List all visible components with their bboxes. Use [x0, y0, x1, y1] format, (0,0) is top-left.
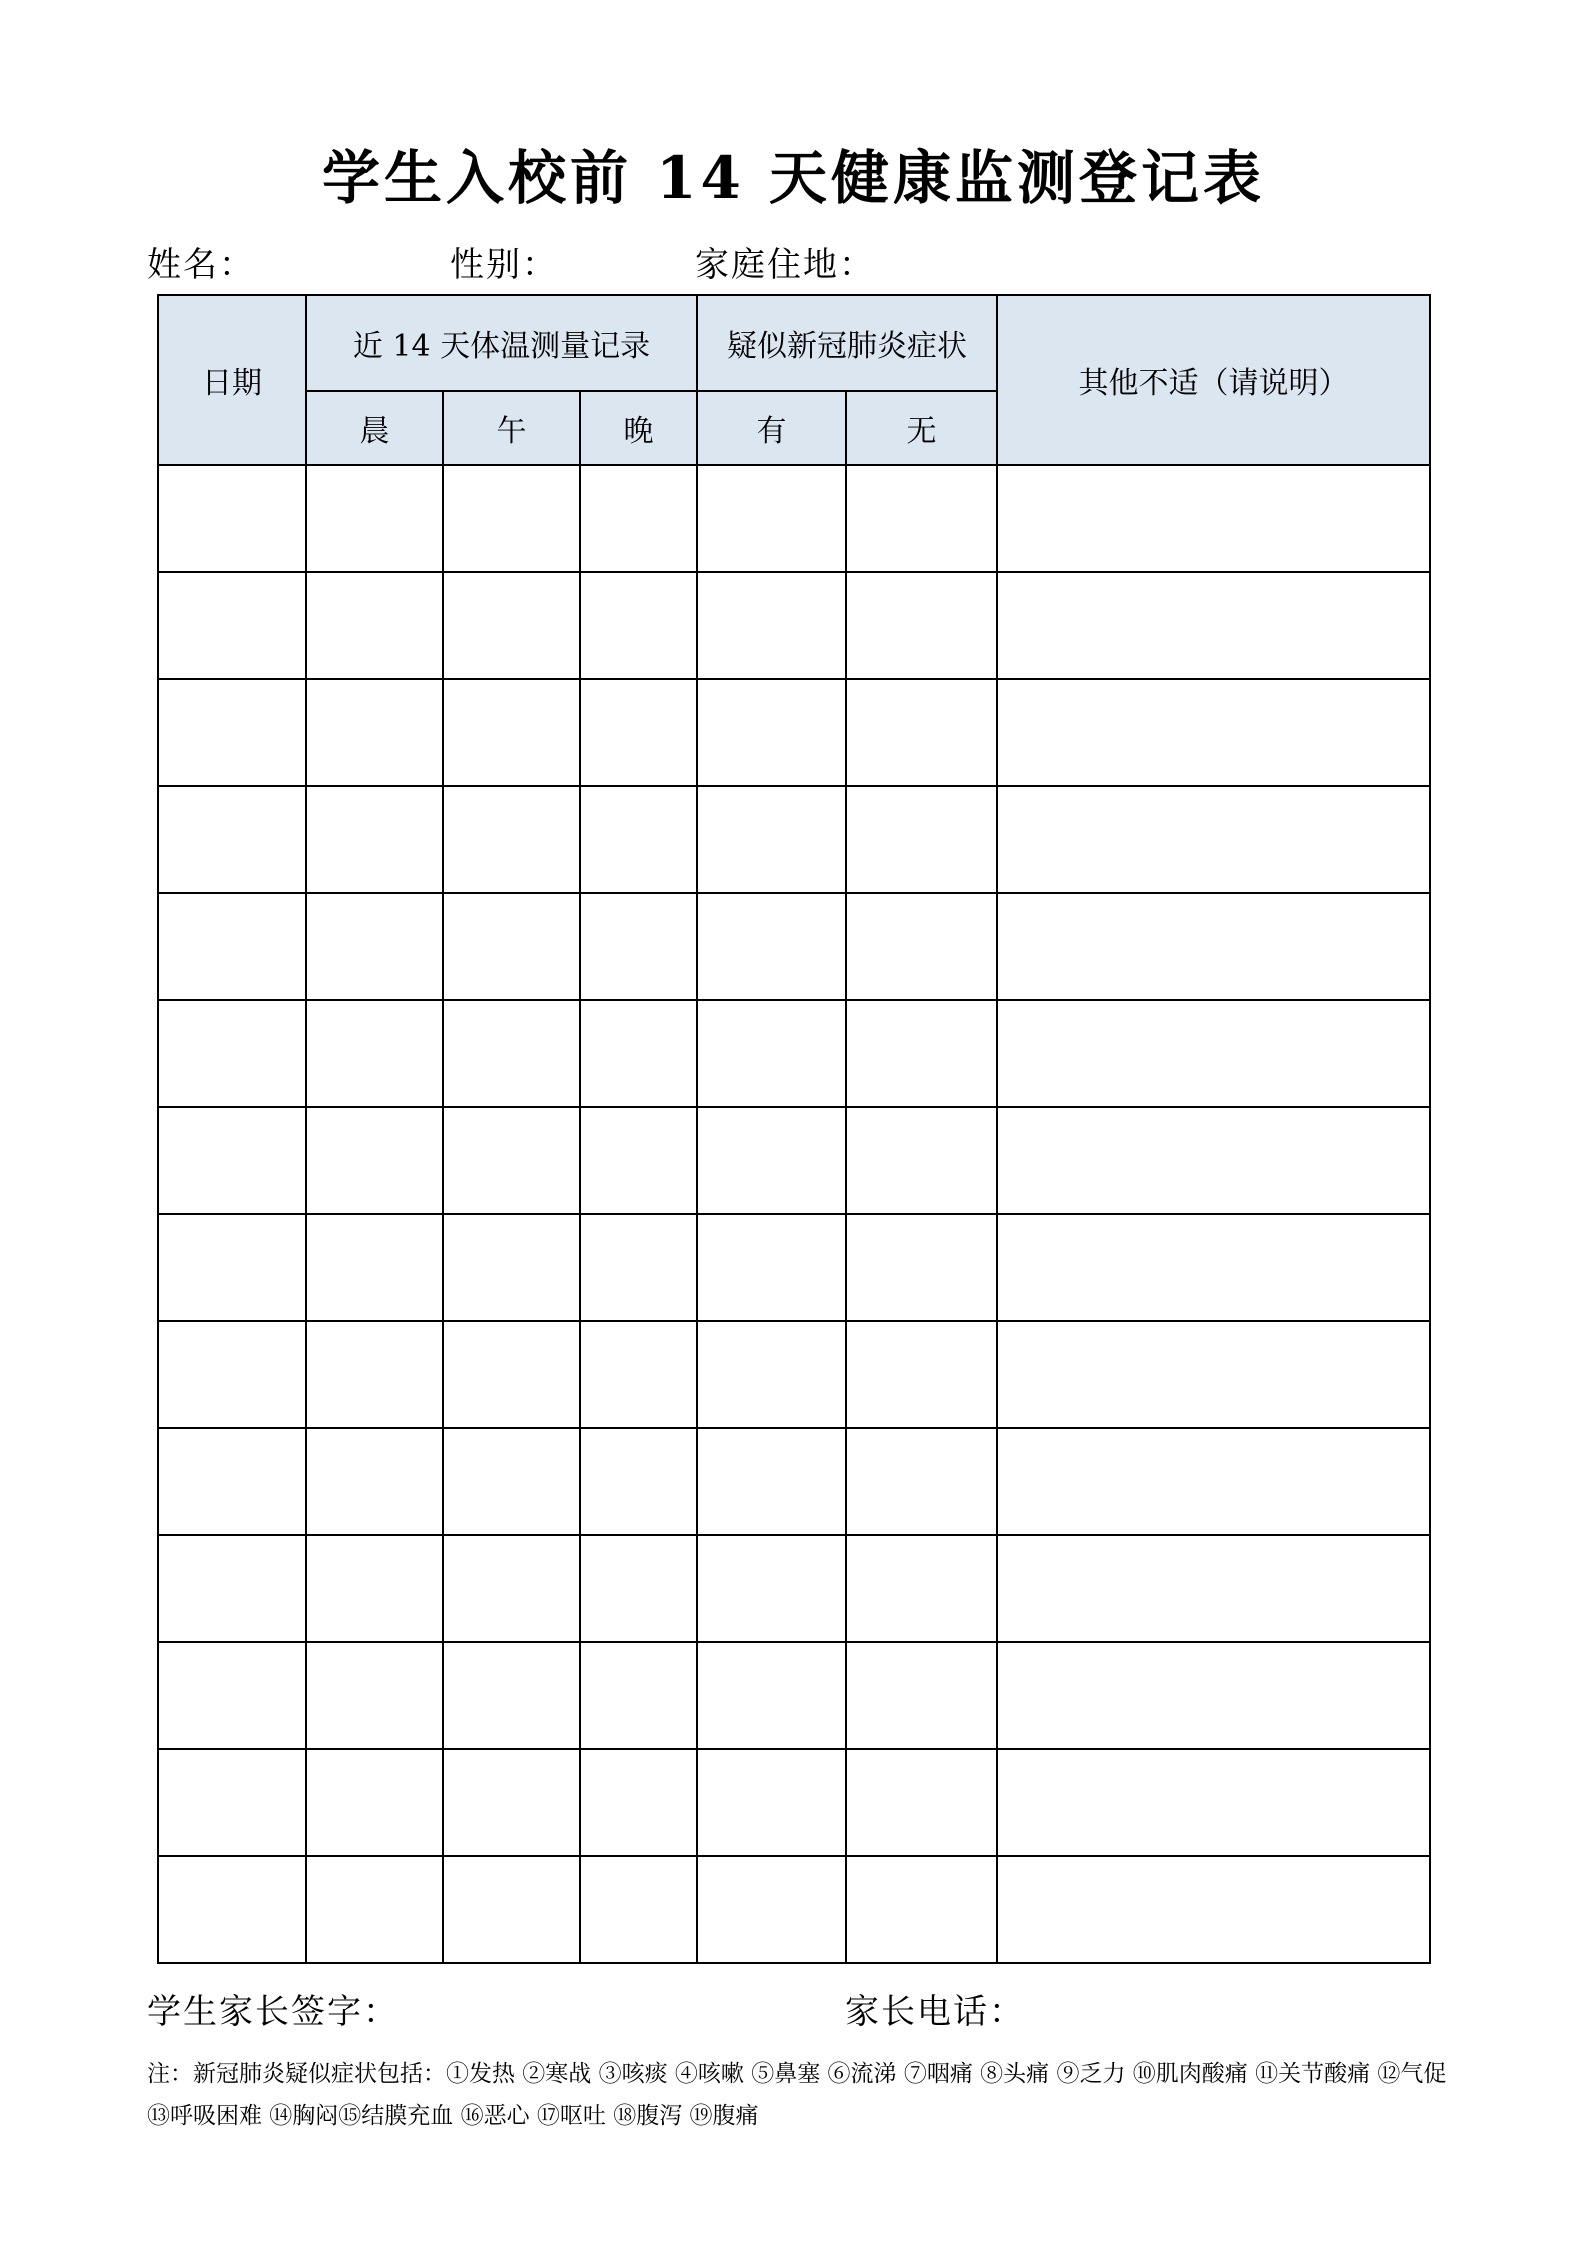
other-discomfort-cell[interactable]	[997, 786, 1430, 893]
evening-temp-cell[interactable]	[580, 1535, 697, 1642]
symptom-yes-cell[interactable]	[697, 1214, 846, 1321]
symptom-yes-cell[interactable]	[697, 1535, 846, 1642]
morning-temp-cell[interactable]	[306, 893, 443, 1000]
name-label: 姓名：	[147, 245, 255, 285]
morning-temp-cell[interactable]	[306, 786, 443, 893]
noon-temp-cell[interactable]	[443, 1535, 580, 1642]
table-row	[158, 1428, 1430, 1535]
symptom-no-cell[interactable]	[846, 1428, 997, 1535]
symptom-yes-cell[interactable]	[697, 1321, 846, 1428]
morning-temp-cell[interactable]	[306, 1428, 443, 1535]
noon-temp-cell[interactable]	[443, 1214, 580, 1321]
other-discomfort-cell[interactable]	[997, 1856, 1430, 1963]
evening-temp-cell[interactable]	[580, 1107, 697, 1214]
date-cell[interactable]	[158, 1321, 306, 1428]
symptom-no-cell[interactable]	[846, 572, 997, 679]
morning-temp-cell[interactable]	[306, 1749, 443, 1856]
evening-temp-cell[interactable]	[580, 465, 697, 572]
page-title: 学生入校前 14 天健康监测登记表	[321, 144, 1266, 212]
morning-temp-cell[interactable]	[306, 1214, 443, 1321]
noon-temp-cell[interactable]	[443, 1749, 580, 1856]
symptom-yes-cell[interactable]	[697, 1642, 846, 1749]
date-cell[interactable]	[158, 1428, 306, 1535]
other-discomfort-cell[interactable]	[997, 679, 1430, 786]
evening-temp-cell[interactable]	[580, 1321, 697, 1428]
other-discomfort-cell[interactable]	[997, 1535, 1430, 1642]
table-row	[158, 679, 1430, 786]
symptom-yes-cell[interactable]	[697, 893, 846, 1000]
date-cell[interactable]	[158, 1107, 306, 1214]
header-temperature-record: 近 14 天体温测量记录	[306, 295, 697, 391]
table-row	[158, 465, 1430, 572]
symptom-no-cell[interactable]	[846, 1642, 997, 1749]
gender-label: 性别：	[450, 245, 558, 285]
morning-temp-cell[interactable]	[306, 1000, 443, 1107]
symptom-no-cell[interactable]	[846, 679, 997, 786]
evening-temp-cell[interactable]	[580, 572, 697, 679]
symptom-no-cell[interactable]	[846, 1856, 997, 1963]
header-symptom-no: 无	[846, 391, 997, 465]
header-suspected-symptoms: 疑似新冠肺炎症状	[697, 295, 997, 391]
other-discomfort-cell[interactable]	[997, 465, 1430, 572]
table-row	[158, 1214, 1430, 1321]
noon-temp-cell[interactable]	[443, 1428, 580, 1535]
header-date: 日期	[158, 295, 306, 465]
date-cell[interactable]	[158, 1535, 306, 1642]
date-cell[interactable]	[158, 786, 306, 893]
date-cell[interactable]	[158, 1749, 306, 1856]
other-discomfort-cell[interactable]	[997, 1000, 1430, 1107]
evening-temp-cell[interactable]	[580, 1856, 697, 1963]
morning-temp-cell[interactable]	[306, 1642, 443, 1749]
evening-temp-cell[interactable]	[580, 679, 697, 786]
header-other-discomfort: 其他不适（请说明）	[997, 295, 1430, 465]
table-row	[158, 1321, 1430, 1428]
noon-temp-cell[interactable]	[443, 679, 580, 786]
table-row	[158, 1535, 1430, 1642]
symptom-yes-cell[interactable]	[697, 1000, 846, 1107]
evening-temp-cell[interactable]	[580, 1749, 697, 1856]
morning-temp-cell[interactable]	[306, 1107, 443, 1214]
symptom-yes-cell[interactable]	[697, 679, 846, 786]
symptom-no-cell[interactable]	[846, 1107, 997, 1214]
symptom-yes-cell[interactable]	[697, 1428, 846, 1535]
noon-temp-cell[interactable]	[443, 893, 580, 1000]
evening-temp-cell[interactable]	[580, 1642, 697, 1749]
noon-temp-cell[interactable]	[443, 1107, 580, 1214]
table-body	[158, 465, 1430, 1963]
table-row	[158, 1107, 1430, 1214]
noon-temp-cell[interactable]	[443, 465, 580, 572]
morning-temp-cell[interactable]	[306, 1856, 443, 1963]
morning-temp-cell[interactable]	[306, 572, 443, 679]
table-row	[158, 786, 1430, 893]
evening-temp-cell[interactable]	[580, 1000, 697, 1107]
date-cell[interactable]	[158, 1642, 306, 1749]
symptom-note: 注：新冠肺炎疑似症状包括：①发热 ②寒战 ③咳痰 ④咳嗽 ⑤鼻塞 ⑥流涕 ⑦咽痛 ⑧头痛 ⑨乏力 ⑩肌肉酸痛 ⑪关节酸痛 ⑫气促 ⑬呼吸困难 ⑭胸闷⑮结膜充血 ⑯恶心 ⑰呕吐 ⑱腹泻 ⑲腹痛	[147, 2061, 1447, 2129]
symptom-no-cell[interactable]	[846, 893, 997, 1000]
morning-temp-cell[interactable]	[306, 465, 443, 572]
symptom-yes-cell[interactable]	[697, 572, 846, 679]
symptom-no-cell[interactable]	[846, 1000, 997, 1107]
symptom-yes-cell[interactable]	[697, 1107, 846, 1214]
table-row	[158, 1749, 1430, 1856]
morning-temp-cell[interactable]	[306, 1535, 443, 1642]
other-discomfort-cell[interactable]	[997, 1428, 1430, 1535]
symptom-no-cell[interactable]	[846, 1321, 997, 1428]
other-discomfort-cell[interactable]	[997, 1749, 1430, 1856]
noon-temp-cell[interactable]	[443, 572, 580, 679]
evening-temp-cell[interactable]	[580, 893, 697, 1000]
date-cell[interactable]	[158, 1000, 306, 1107]
parent-phone-label: 家长电话：	[845, 1992, 1025, 2032]
other-discomfort-cell[interactable]	[997, 572, 1430, 679]
table-row	[158, 1000, 1430, 1107]
evening-temp-cell[interactable]	[580, 1428, 697, 1535]
symptom-no-cell[interactable]	[846, 1535, 997, 1642]
table-row	[158, 572, 1430, 679]
symptom-no-cell[interactable]	[846, 465, 997, 572]
header-symptom-yes: 有	[697, 391, 846, 465]
symptom-yes-cell[interactable]	[697, 1749, 846, 1856]
date-cell[interactable]	[158, 465, 306, 572]
date-cell[interactable]	[158, 1856, 306, 1963]
morning-temp-cell[interactable]	[306, 679, 443, 786]
noon-temp-cell[interactable]	[443, 1000, 580, 1107]
other-discomfort-cell[interactable]	[997, 1321, 1430, 1428]
header-morning: 晨	[306, 391, 443, 465]
date-cell[interactable]	[158, 1214, 306, 1321]
noon-temp-cell[interactable]	[443, 1642, 580, 1749]
date-cell[interactable]	[158, 893, 306, 1000]
other-discomfort-cell[interactable]	[997, 1214, 1430, 1321]
symptom-no-cell[interactable]	[846, 786, 997, 893]
evening-temp-cell[interactable]	[580, 786, 697, 893]
address-label: 家庭住地：	[695, 245, 875, 285]
table-row	[158, 893, 1430, 1000]
evening-temp-cell[interactable]	[580, 1214, 697, 1321]
symptom-no-cell[interactable]	[846, 1214, 997, 1321]
health-monitoring-table	[157, 294, 1431, 1964]
noon-temp-cell[interactable]	[443, 1321, 580, 1428]
noon-temp-cell[interactable]	[443, 1856, 580, 1963]
parent-signature-label: 学生家长签字：	[147, 1992, 399, 2032]
table-row	[158, 1856, 1430, 1963]
symptom-yes-cell[interactable]	[697, 786, 846, 893]
symptom-yes-cell[interactable]	[697, 465, 846, 572]
date-cell[interactable]	[158, 679, 306, 786]
other-discomfort-cell[interactable]	[997, 893, 1430, 1000]
table-row	[158, 1642, 1430, 1749]
noon-temp-cell[interactable]	[443, 786, 580, 893]
other-discomfort-cell[interactable]	[997, 1107, 1430, 1214]
symptom-no-cell[interactable]	[846, 1749, 997, 1856]
other-discomfort-cell[interactable]	[997, 1642, 1430, 1749]
header-evening: 晚	[580, 391, 697, 465]
date-cell[interactable]	[158, 572, 306, 679]
symptom-yes-cell[interactable]	[697, 1856, 846, 1963]
morning-temp-cell[interactable]	[306, 1321, 443, 1428]
header-noon: 午	[443, 391, 580, 465]
